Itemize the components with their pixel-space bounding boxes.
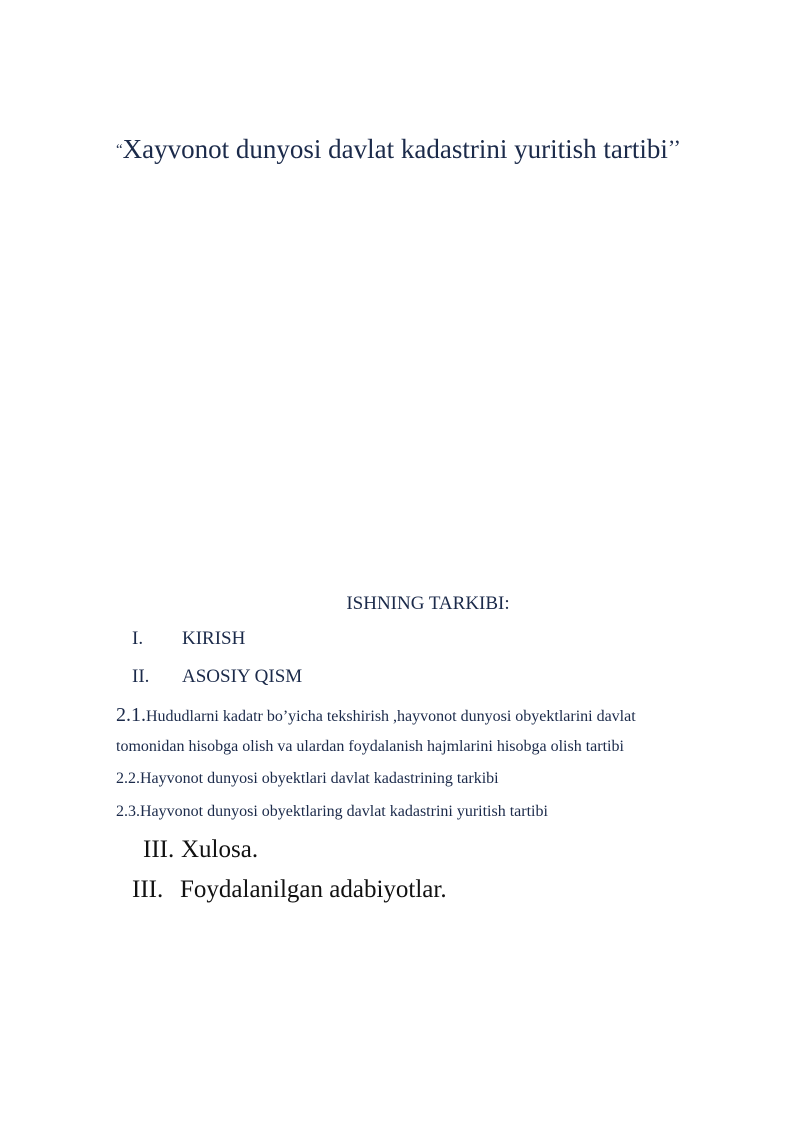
toc-section-1-label: KIRISH bbox=[182, 628, 246, 649]
title-close-quote: ’’ bbox=[667, 135, 681, 160]
toc-heading: ISHNING TARKIBI: bbox=[346, 593, 510, 614]
toc-section-1-number: I. bbox=[132, 628, 144, 649]
toc-references-number: III. bbox=[132, 876, 164, 903]
toc-section-2-number: II. bbox=[132, 666, 150, 687]
toc-subsection-2-3: 2.3.Hayvonot dunyosi obyektlaring davlat kadastrini yuritish tartibi bbox=[116, 803, 548, 820]
toc-conclusion-number: III. bbox=[143, 836, 175, 863]
toc-subsection-2-1-text-1: Hududlarni kadatr bo’yicha tekshirish ,hayvonot dunyosi obyektlarini davlat bbox=[146, 708, 636, 725]
toc-section-2-label: ASOSIY QISM bbox=[182, 666, 303, 687]
toc-subsection-2-2: 2.2.Hayvonot dunyosi obyektlari davlat kadastrining tarkibi bbox=[116, 770, 499, 787]
toc-subsection-2-1-number: 2.1. bbox=[116, 704, 146, 726]
document-title bbox=[116, 134, 786, 165]
toc-conclusion-label: Xulosa. bbox=[181, 836, 259, 863]
toc-references-label: Foydalanilgan adabiyotlar. bbox=[180, 876, 447, 903]
title-text: Xayvonot dunyosi davlat kadastrini yuritish tartibi bbox=[122, 134, 668, 164]
title-open-quote: “ bbox=[116, 142, 123, 158]
toc-subsection-2-1-line-1 bbox=[116, 704, 636, 727]
toc-subsection-2-1-line-2: tomonidan hisobga olish va ulardan foydalanish hajmlarini hisobga olish tartibi bbox=[116, 738, 624, 755]
